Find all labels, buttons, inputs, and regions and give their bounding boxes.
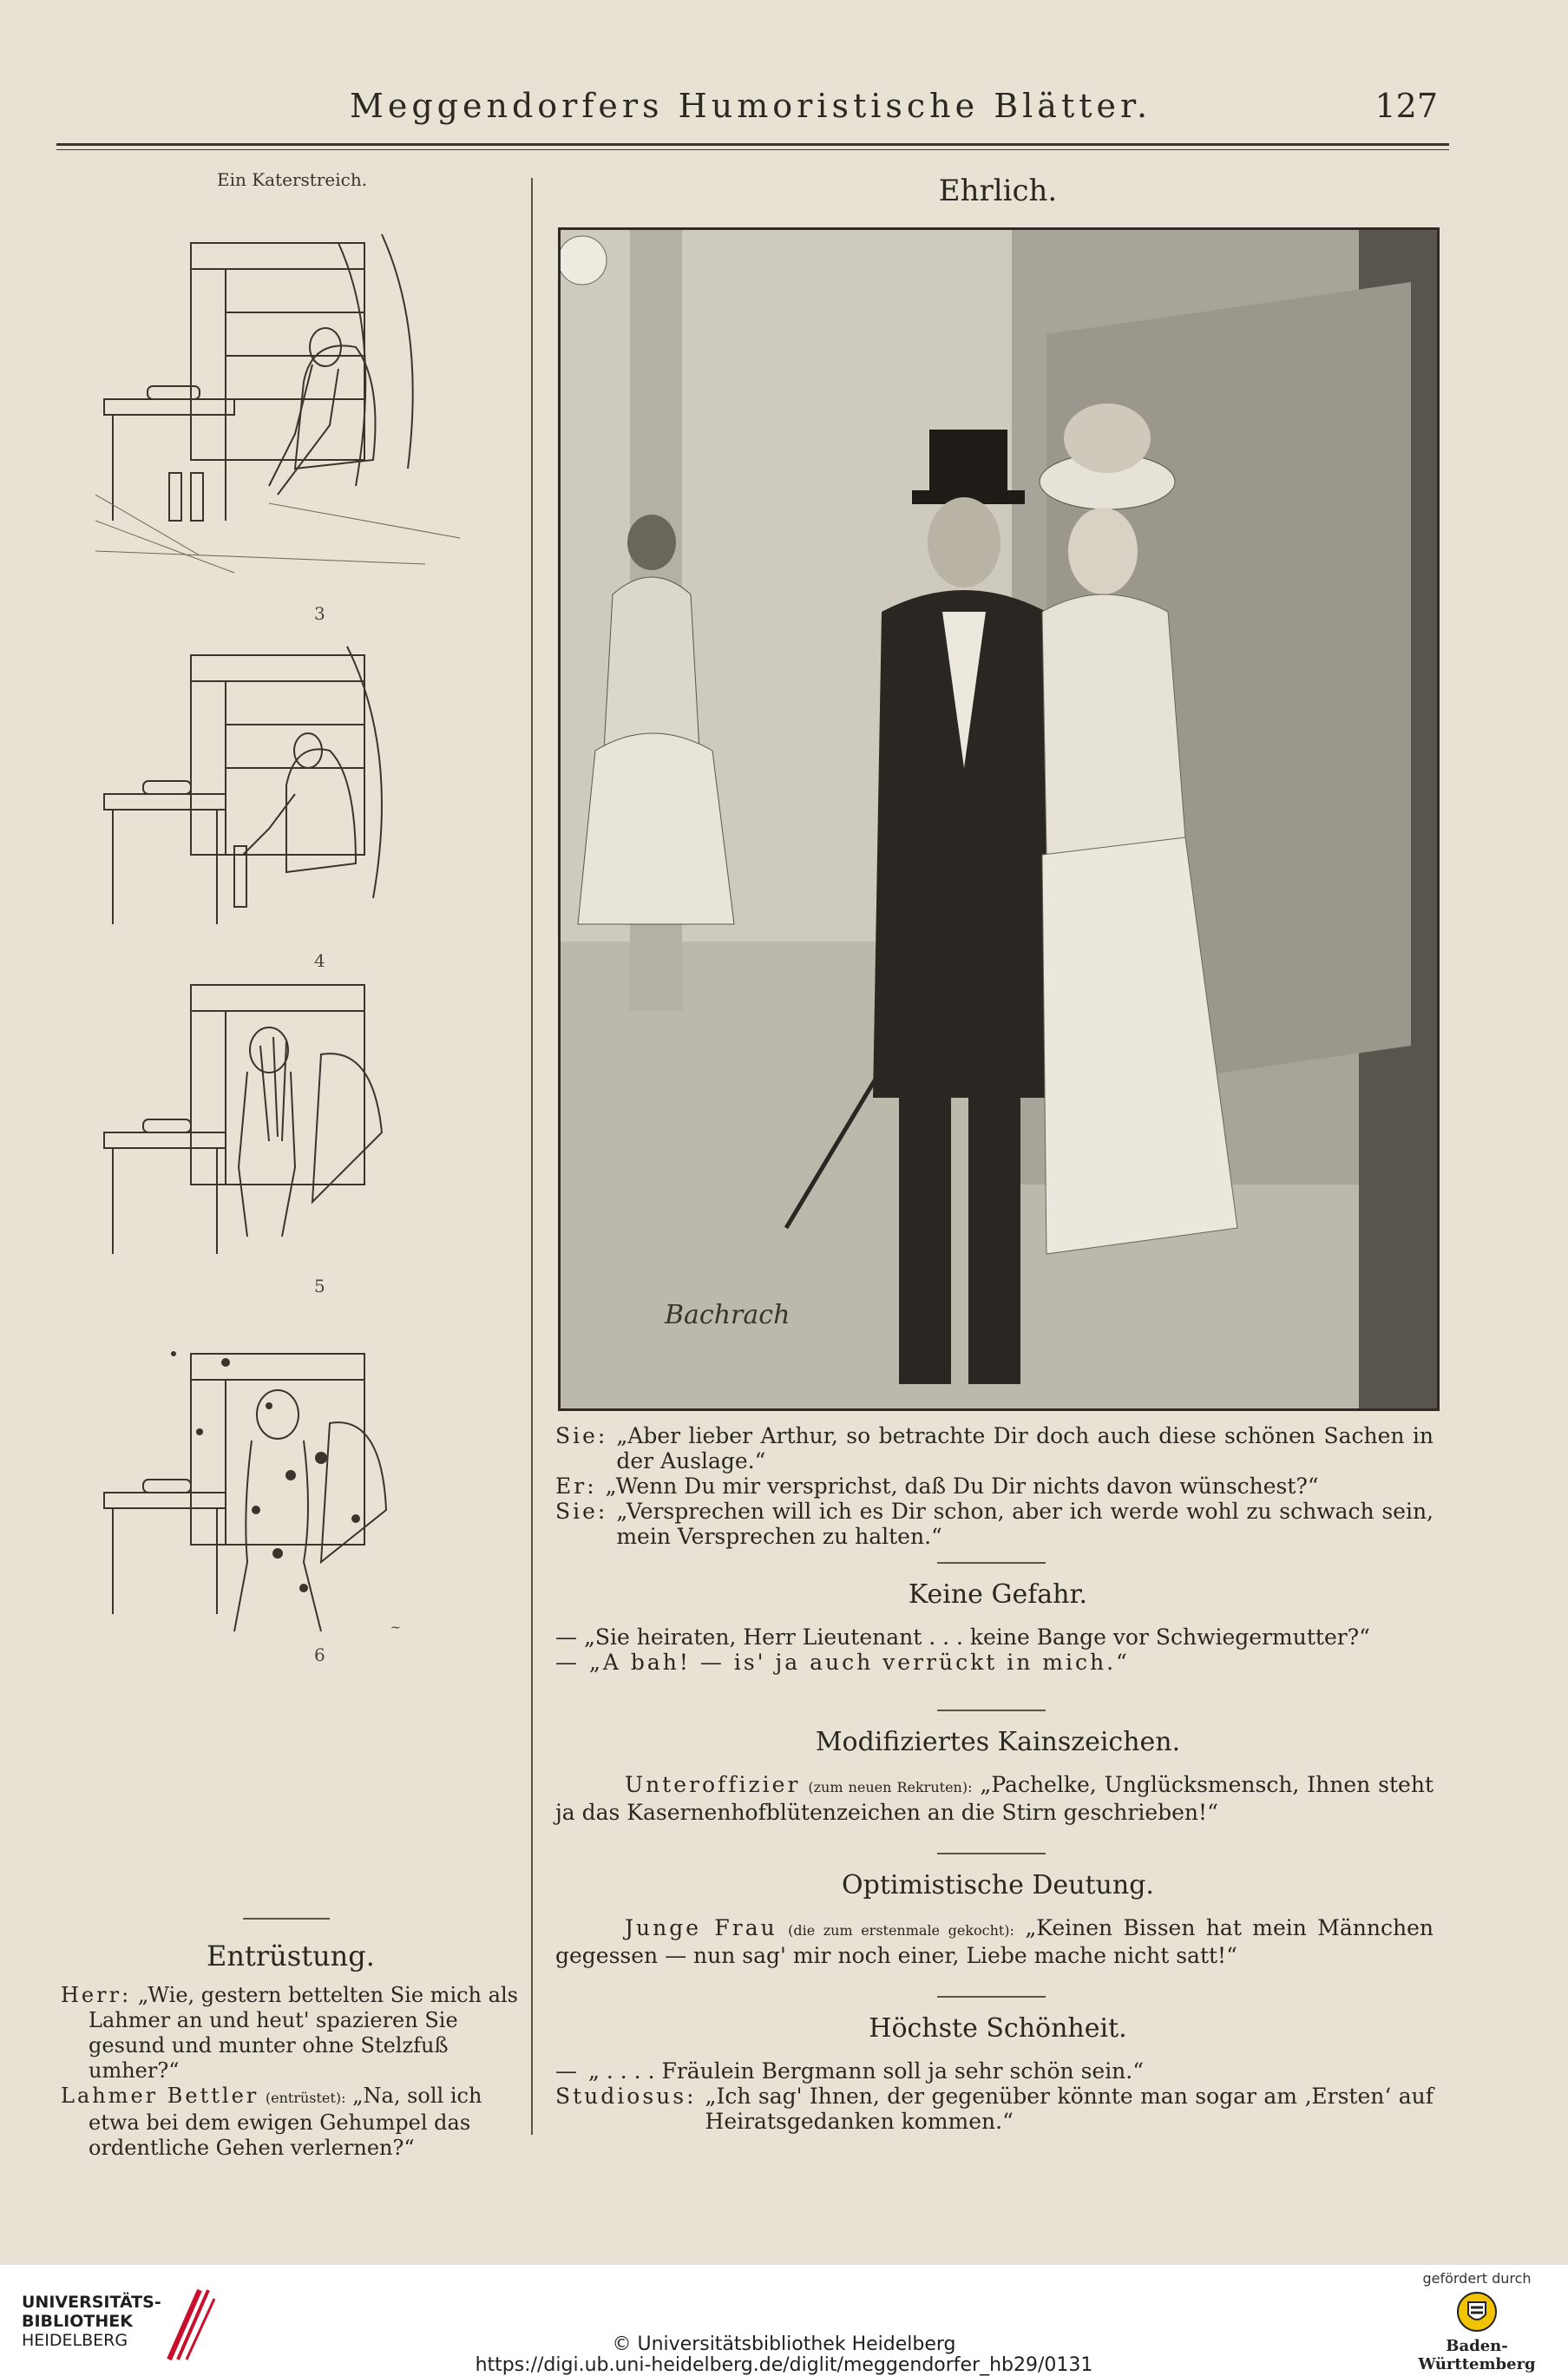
panel-5-drawing: [95, 976, 512, 1289]
section-rule: [937, 1996, 1046, 1998]
main-title: Ehrlich.: [938, 174, 1058, 208]
main-illustration: [558, 227, 1440, 1411]
comic-panel-4: [95, 620, 512, 971]
section-title-hoechste-schoenheit: Höchste Schönheit.: [869, 2013, 1127, 2044]
shop-window-scene: [561, 230, 1437, 1408]
section-rule: [937, 1562, 1046, 1564]
panel-number-5: 5: [314, 1276, 325, 1296]
panel-6-drawing: [95, 1302, 512, 1666]
panel-number-3: 3: [314, 603, 325, 624]
dialogue-line: Herr: „Wie, gestern bettelten Sie mich als Lahmer an und heut' spazieren Sie gesund und munter ohne Stelzfuß umher?“: [61, 1983, 518, 2083]
artist-signature: Bachrach: [665, 1300, 791, 1330]
section-rule: [937, 1853, 1046, 1854]
dialogue-line: Studiosus: „Ich sag' Ihnen, der gegenüber könnte man sogar am ‚Ersten‘ auf Heiratsgedanken kommen.“: [555, 2084, 1434, 2134]
main-dialogue: [555, 1423, 1434, 1549]
running-title: Meggendorfers Humoristische Blätter.: [349, 87, 1152, 125]
panel-number-4: 4: [314, 950, 325, 971]
section-title-keine-gefahr: Keine Gefahr.: [908, 1579, 1088, 1610]
sponsor-block: gefördert durch Baden-Württemberg: [1418, 2270, 1536, 2373]
section-deutung-text: Junge Frau (die zum erstenmale gekocht): „Keinen Bissen hat mein Männchen gegessen — nun sag' mir noch einer, Liebe mache nicht satt!“: [555, 1915, 1434, 1968]
section-schoenheit-text: [555, 2058, 1434, 2134]
dialogue-line: — „ . . . . Fräulein Bergmann soll ja sehr schön sein.“: [555, 2058, 1145, 2084]
section-keine-gefahr-text: — „Sie heiraten, Herr Lieutenant . . . keine Bange vor Schwiegermutter?“ — „A bah! — is' ja auch verrückt in mich.“: [555, 1624, 1370, 1675]
section-rule: [937, 1710, 1046, 1711]
dialogue-line: Lahmer Bettler (entrüstet): „Na, soll ich etwa bei dem ewigen Gehumpel das ordentliche Gehen verlernen?“: [61, 2084, 482, 2160]
section-title-kainszeichen: Modifiziertes Kainszeichen.: [815, 1727, 1181, 1757]
copyright-text: © Universitätsbibliothek Heidelberg: [612, 2333, 956, 2355]
comic-panel-6: [95, 1302, 512, 1666]
section-kainszeichen-text: Unteroffizier (zum neuen Rekruten): „Pachelke, Unglücksmensch, Ihnen steht ja das Kasernenhofblütenzeichen an die Stirn geschrieben!“: [555, 1772, 1434, 1825]
dialogue-line: Er: „Wenn Du mir versprichst, daß Du Dir nichts davon wünschest?“: [555, 1474, 1319, 1499]
copyright-block: [0, 2334, 1568, 2376]
coat-of-arms-icon: [1455, 2290, 1499, 2333]
panel-6-signature-mark: ~: [390, 1621, 401, 1635]
dialogue-line: Sie: „Versprechen will ich es Dir schon, aber ich werde wohl zu schwach sein, mein Versprechen zu halten.“: [555, 1499, 1434, 1549]
comic-caption: Ein Katerstreich.: [217, 169, 368, 190]
comic-panel-5: [95, 976, 512, 1296]
panel-4-drawing: [95, 620, 512, 968]
panel-number-6: 6: [314, 1644, 325, 1665]
left-section-text: [61, 1983, 521, 2161]
footer: UNIVERSITÄTS- BIBLIOTHEK HEIDELBERG © Universitätsbibliothek Heidelberg https://digi.ub.uni-heidelberg.de/diglit/meggendorfer_hb29/0131 gefördert durch Baden-Württemberg: [0, 2265, 1568, 2375]
dialogue-line: Sie: „Aber lieber Arthur, so betrachte Dir doch auch diese schönen Sachen in der Auslage.“: [555, 1423, 1434, 1474]
section-title-optimistische-deutung: Optimistische Deutung.: [842, 1870, 1154, 1900]
left-section-title: Entrüstung.: [207, 1940, 375, 1972]
left-section-rule: [243, 1918, 330, 1920]
header-rule: [56, 143, 1449, 150]
source-url[interactable]: https://digi.ub.uni-heidelberg.de/diglit/meggendorfer_hb29/0131: [475, 2354, 1093, 2376]
page-number: 127: [1374, 87, 1438, 125]
column-divider: [531, 178, 533, 2135]
